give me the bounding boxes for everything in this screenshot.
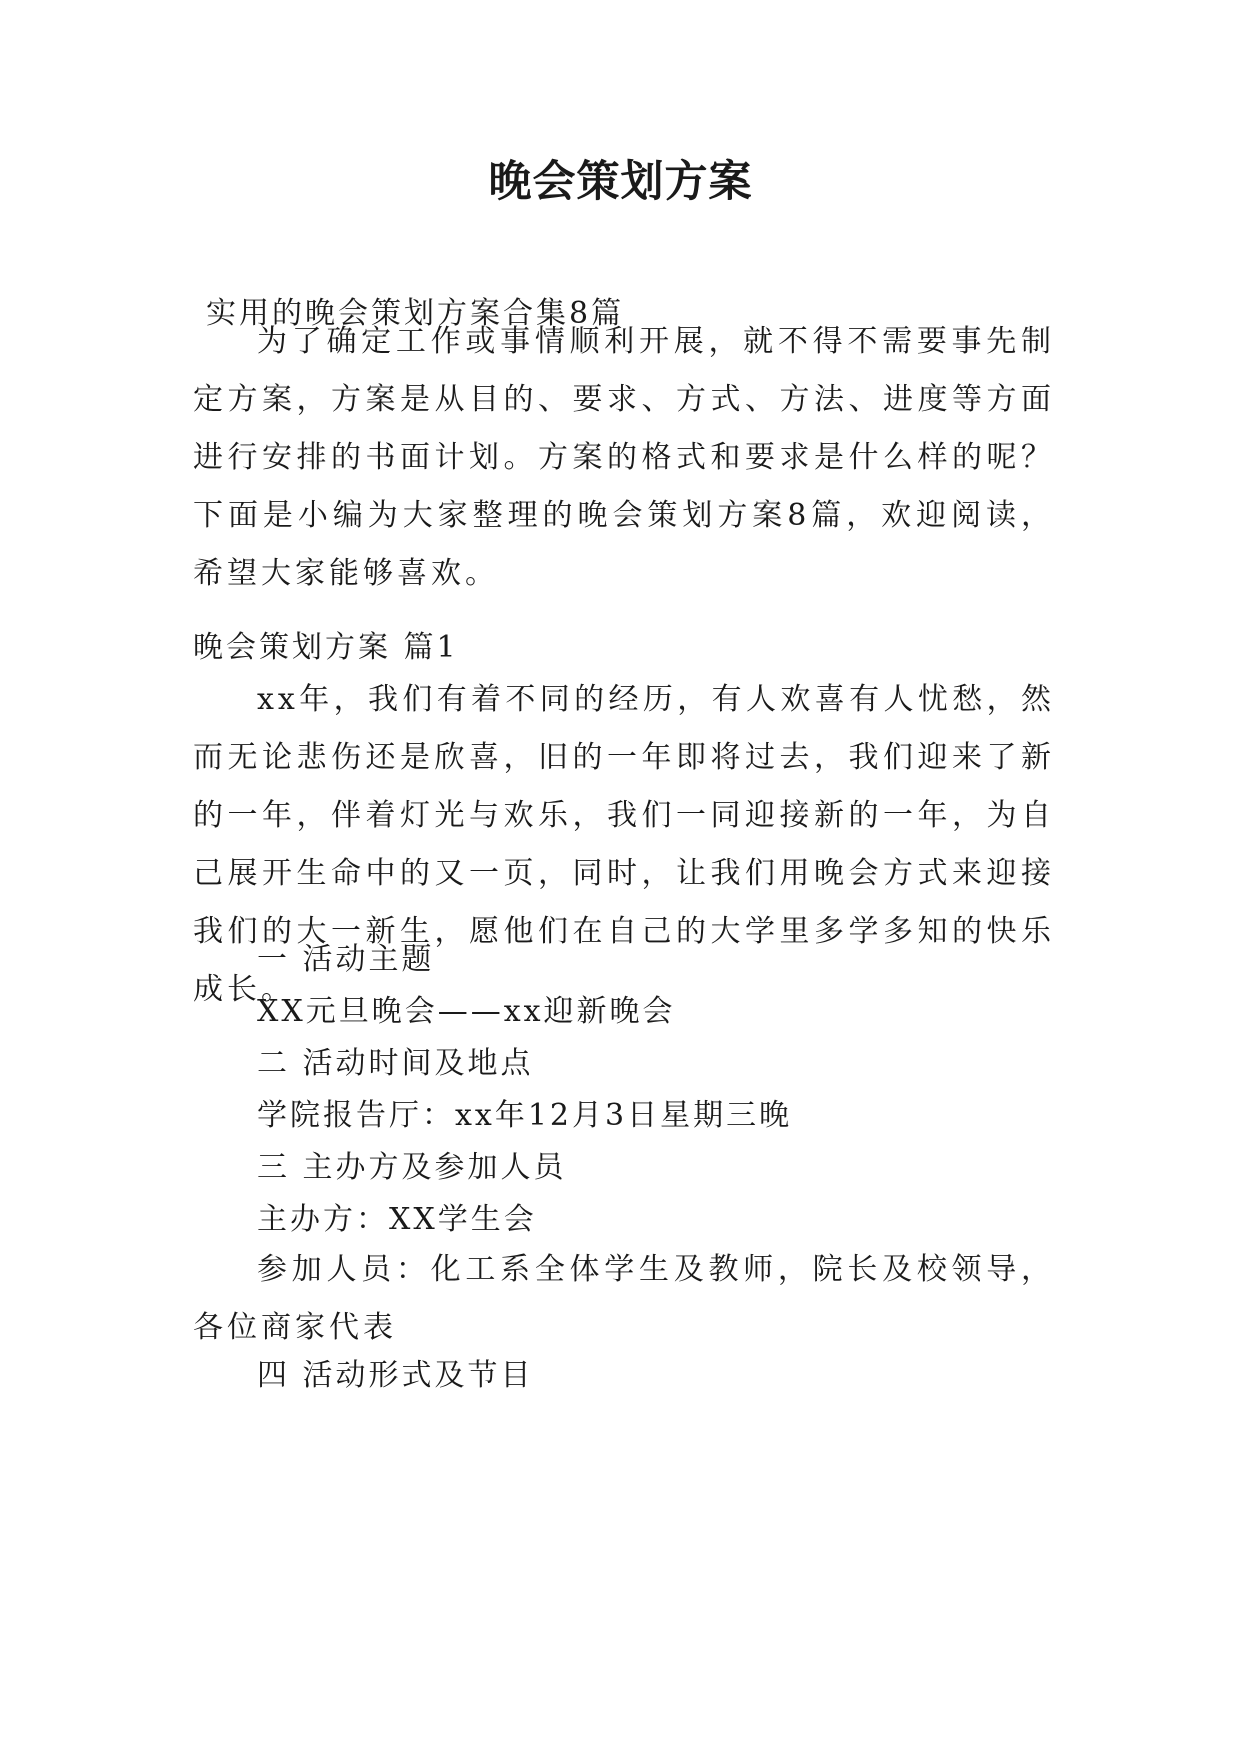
participants-paragraph: 参加人员：化工系全体学生及教师，院长及校领导，各位商家代表 (193, 1252, 1055, 1345)
document-subtitle: 实用的晚会策划方案合集8篇 (206, 296, 625, 331)
item-time-value: 学院报告厅：xx年12月3日星期三晚 (257, 1098, 793, 1133)
intro-paragraph: 为了确定工作或事情顺利开展，就不得不需要事先制定方案，方案是从目的、要求、方式、方法、进度等方面进行安排的书面计划。方案的格式和要求是什么样的呢？下面是小编为大家整理的晚会策划方案8篇，欢迎阅读，希望大家能够喜欢。 (193, 324, 1055, 591)
section-heading: 晚会策划方案 篇1 (193, 630, 459, 665)
section-paragraph: xx年，我们有着不同的经历，有人欢喜有人忧愁，然而无论悲伤还是欣喜，旧的一年即将过去，我们迎来了新的一年，伴着灯光与欢乐，我们一同迎接新的一年，为自己展开生命中的又一页，同时，让我们用晚会方式来迎接我们的大一新生，愿他们在自己的大学里多学多知的快乐成长。 (193, 682, 1055, 1007)
item-format-heading: 四 活动形式及节目 (257, 1358, 534, 1393)
item-organizer-heading: 三 主办方及参加人员 (257, 1150, 567, 1185)
item-theme-heading: 一 活动主题 (257, 942, 435, 977)
item-theme-value: XX元旦晚会——xx迎新晚会 (257, 994, 676, 1029)
item-time-heading: 二 活动时间及地点 (257, 1046, 534, 1081)
document-title: 晚会策划方案 (488, 157, 753, 207)
item-organizer-value: 主办方：XX学生会 (257, 1202, 537, 1237)
